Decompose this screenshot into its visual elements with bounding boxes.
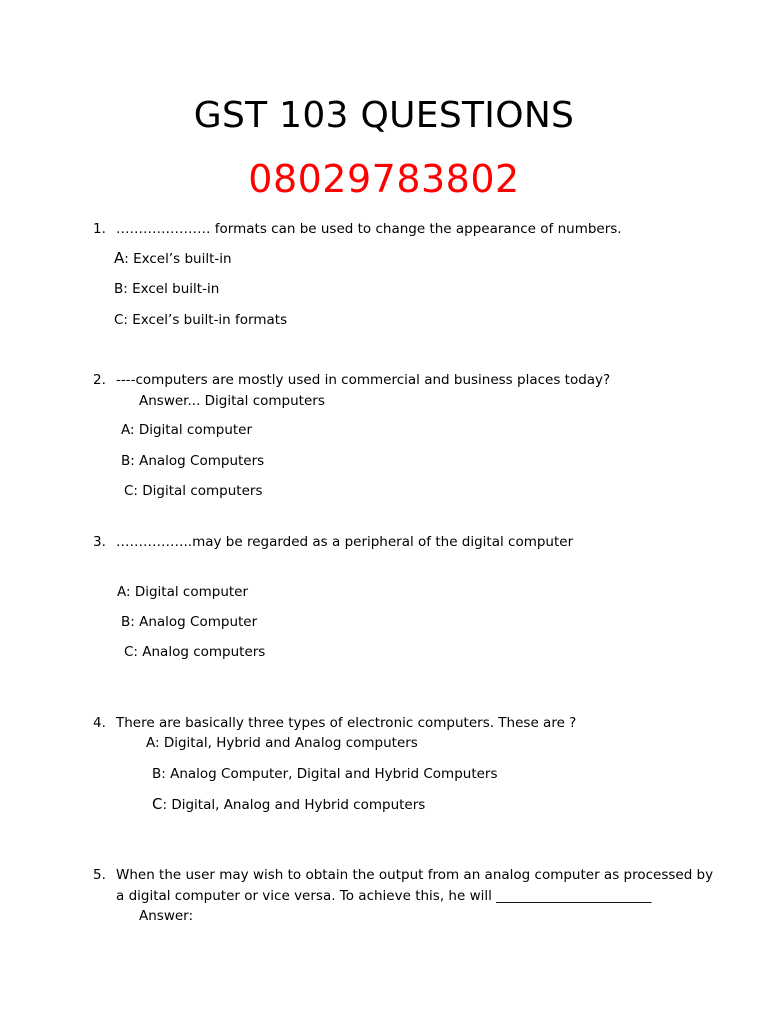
option-b: B: Analog Computers — [121, 453, 265, 469]
question-number: 2. — [93, 372, 106, 388]
question-text-line-1: When the user may wish to obtain the output from an analog computer as processed by — [116, 867, 714, 883]
option-b: B: Analog Computer — [121, 614, 258, 630]
option-a: A: Digital computer — [121, 422, 253, 438]
question-number: 5. — [93, 867, 106, 883]
option-a: A: Digital computer — [117, 584, 249, 600]
phone-number: 08029783802 — [248, 157, 520, 201]
option-c: C: Excel’s built-in formats — [114, 312, 288, 328]
option-b: B: Excel built-in — [114, 281, 220, 297]
question-number: 4. — [93, 715, 106, 731]
option-c — [152, 794, 425, 815]
option-a — [114, 248, 232, 269]
option-text: : Excel’s built-in — [124, 251, 232, 267]
option-a: A: Digital, Hybrid and Analog computers — [146, 735, 418, 751]
option-c: C: Analog computers — [124, 644, 266, 660]
option-b: B: Analog Computer, Digital and Hybrid Computers — [152, 766, 498, 782]
question-text: ----computers are mostly used in commercial and business places today? — [116, 372, 611, 388]
question-number: 1. — [93, 221, 106, 237]
question-text: There are basically three types of electronic computers. These are ? — [116, 715, 577, 731]
option-text: : Digital, Analog and Hybrid computers — [162, 797, 426, 813]
question-text-line-2: a digital computer or vice versa. To achieve this, he will _______________________ — [116, 888, 652, 904]
option-c: C: Digital computers — [124, 483, 263, 499]
option-letter: C — [152, 795, 163, 813]
question-number: 3. — [93, 534, 106, 550]
option-letter: A — [114, 249, 125, 267]
question-text: ………………… formats can be used to change the appearance of numbers. — [116, 221, 622, 237]
question-text: ……………..may be regarded as a peripheral of the digital computer — [116, 534, 574, 550]
answer-text: Answer... Digital computers — [139, 393, 325, 409]
document-title: GST 103 QUESTIONS — [193, 95, 575, 136]
answer-label: Answer: — [139, 908, 194, 924]
